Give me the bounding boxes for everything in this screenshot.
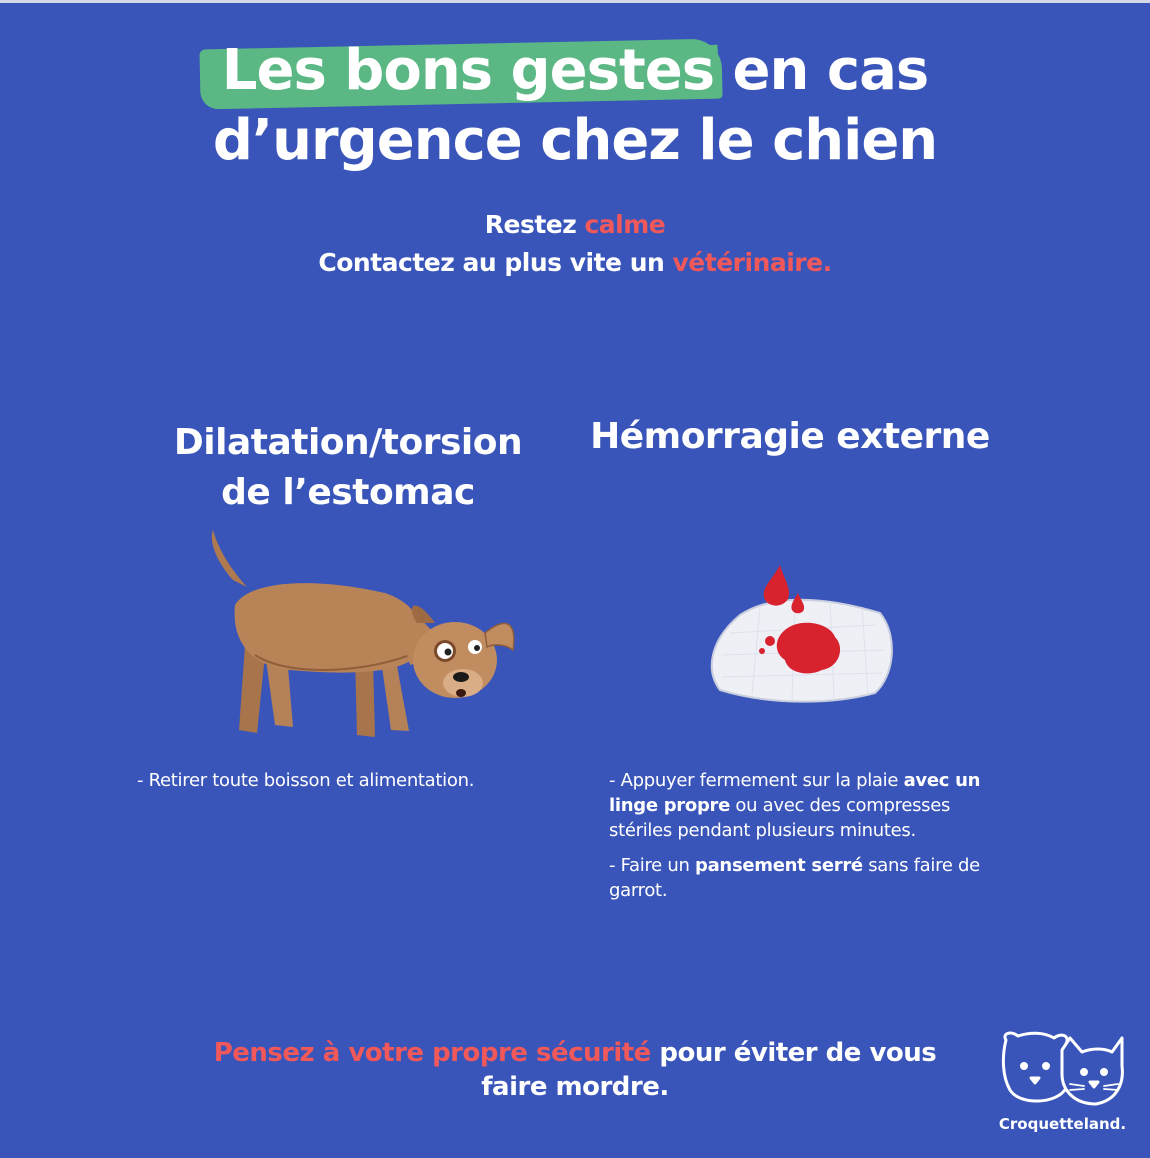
hemorragie-item-1 — [609, 768, 1009, 843]
title-line-1 — [0, 36, 1150, 106]
section-title-dilatation-line-1: Dilatation/torsion — [173, 422, 523, 463]
sick-dog-icon — [195, 525, 525, 755]
title-highlight: Les bons gestes — [222, 36, 714, 106]
intro-line-1-prefix: Restez — [484, 210, 585, 239]
bloody-compress-icon — [700, 555, 900, 715]
hemorragie-instructions — [609, 768, 1009, 913]
hemorragie-item-2-bold: pansement serré — [695, 855, 863, 876]
hemorragie-item-1-bold: avec un linge propre — [609, 770, 981, 816]
top-border — [0, 0, 1150, 3]
dilatation-item-1: - Retirer toute boisson et alimentation. — [137, 770, 475, 791]
page-title — [0, 36, 1150, 176]
safety-message-accent: Pensez à votre propre sécurité — [213, 1038, 651, 1068]
brand-name: Croquetteland. — [998, 1115, 1127, 1133]
intro-line-1 — [0, 210, 1150, 239]
section-title-hemorragie: Hémorragie externe — [590, 416, 990, 457]
hemorragie-item-2-text-end: sans faire de garrot. — [609, 855, 980, 901]
intro-line-2-accent: vétérinaire. — [672, 248, 832, 277]
intro-line-1-accent: calme — [584, 210, 666, 239]
section-title-dilatation — [148, 418, 548, 518]
title-line-1-rest: en cas — [714, 38, 929, 103]
hemorragie-item-1-text-end: ou avec des compresses stériles pendant plusieurs minutes. — [609, 795, 951, 841]
hemorragie-item-2 — [609, 853, 1009, 903]
dog-cat-logo-icon — [1000, 1030, 1125, 1112]
section-title-dilatation-line-2: de l’estomac — [221, 472, 475, 513]
hemorragie-item-1-text: - Appuyer fermement sur la plaie — [609, 770, 904, 791]
safety-message — [200, 1036, 950, 1104]
title-line-2: d’urgence chez le chien — [212, 108, 938, 173]
hemorragie-item-2-text: - Faire un — [609, 855, 695, 876]
intro-line-2-prefix: Contactez au plus vite un — [318, 248, 673, 277]
safety-message-rest: pour éviter de vous faire mordre. — [481, 1038, 937, 1102]
dilatation-instructions — [137, 768, 557, 803]
intro-line-2 — [0, 248, 1150, 277]
